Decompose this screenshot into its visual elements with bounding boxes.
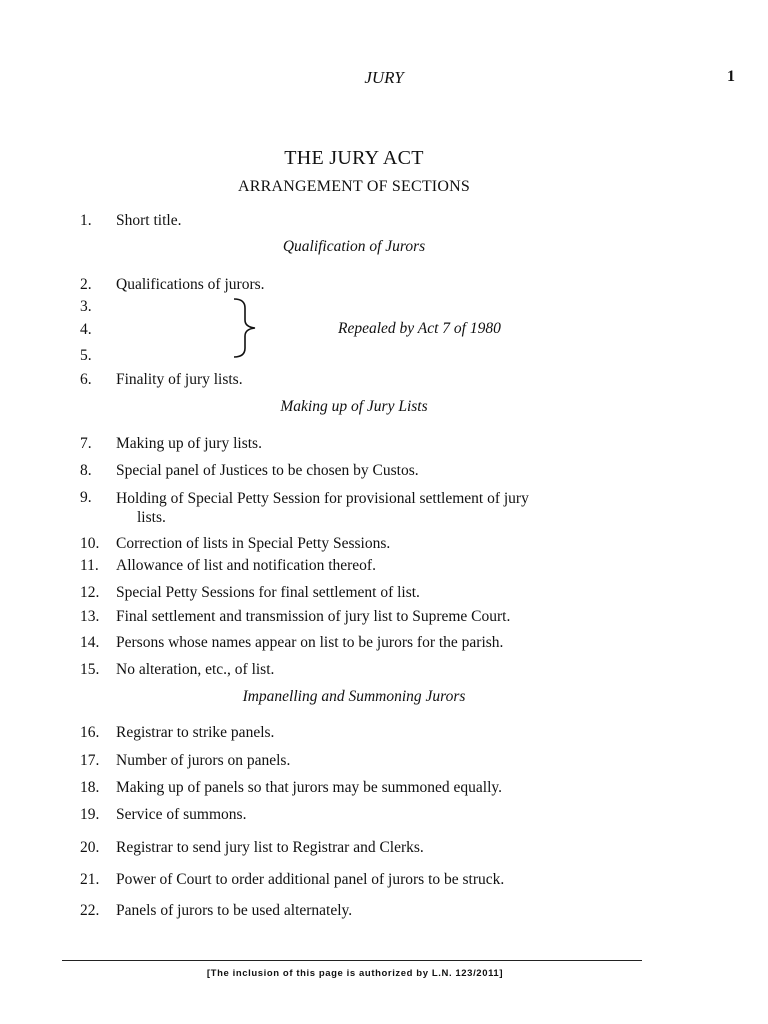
section-title: No alteration, etc., of list.	[116, 661, 275, 678]
section-title: Qualifications of jurors.	[116, 276, 265, 293]
section-title-line-2: lists.	[137, 509, 166, 526]
repealed-note: Repealed by Act 7 of 1980	[338, 320, 501, 337]
section-number: 9.	[80, 489, 92, 506]
section-title: Finality of jury lists.	[116, 371, 243, 388]
section-number: 12.	[80, 584, 100, 601]
section-title-line-1: Holding of Special Petty Session for provisional settlement of jury	[116, 490, 529, 507]
section-title	[116, 489, 651, 527]
section-title: Power of Court to order additional panel of jurors to be struck.	[116, 871, 505, 888]
arrangement-heading: ARRANGEMENT OF SECTIONS	[238, 178, 470, 195]
section-number: 1.	[80, 212, 92, 229]
part-heading-making-up: Making up of Jury Lists	[280, 398, 428, 415]
section-title: Correction of lists in Special Petty Sessions.	[116, 535, 391, 552]
section-number: 11.	[80, 557, 99, 574]
section-title: Making up of jury lists.	[116, 435, 262, 452]
section-title: Persons whose names appear on list to be jurors for the parish.	[116, 634, 504, 651]
section-number: 19.	[80, 806, 100, 823]
section-number: 2.	[80, 276, 92, 293]
section-number: 22.	[80, 902, 100, 919]
section-title: Allowance of list and notification thereof.	[116, 557, 376, 574]
section-number: 17.	[80, 752, 100, 769]
section-number: 14.	[80, 634, 100, 651]
section-number: 6.	[80, 371, 92, 388]
section-title: Registrar to send jury list to Registrar and Clerks.	[116, 839, 424, 856]
section-number: 20.	[80, 839, 100, 856]
section-title: Number of jurors on panels.	[116, 752, 291, 769]
section-number: 4.	[80, 321, 92, 338]
section-number: 16.	[80, 724, 100, 741]
section-title: Special panel of Justices to be chosen by Custos.	[116, 462, 419, 479]
part-heading-impanelling: Impanelling and Summoning Jurors	[242, 688, 466, 705]
section-number: 8.	[80, 462, 92, 479]
page-number: 1	[727, 68, 735, 85]
section-number: 15.	[80, 661, 100, 678]
section-number: 21.	[80, 871, 100, 888]
section-title: Service of summons.	[116, 806, 247, 823]
section-title: Special Petty Sessions for final settlement of list.	[116, 584, 420, 601]
running-head: JURY	[364, 68, 404, 87]
section-number: 13.	[80, 608, 100, 625]
section-number: 7.	[80, 435, 92, 452]
section-number: 5.	[80, 347, 92, 364]
right-brace-icon	[228, 296, 264, 360]
authorization-footer: [The inclusion of this page is authorized by L.N. 123/2011]	[206, 968, 504, 979]
section-number: 10.	[80, 535, 100, 552]
act-title: THE JURY ACT	[284, 147, 424, 169]
section-number: 3.	[80, 298, 92, 315]
footer-rule	[62, 960, 642, 961]
section-title: Registrar to strike panels.	[116, 724, 275, 741]
section-title: Panels of jurors to be used alternately.	[116, 902, 353, 919]
section-number: 18.	[80, 779, 100, 796]
section-title: Short title.	[116, 212, 182, 229]
section-title: Final settlement and transmission of jury list to Supreme Court.	[116, 608, 511, 625]
section-title: Making up of panels so that jurors may be summoned equally.	[116, 779, 502, 796]
part-heading-qualification: Qualification of Jurors	[282, 238, 426, 255]
